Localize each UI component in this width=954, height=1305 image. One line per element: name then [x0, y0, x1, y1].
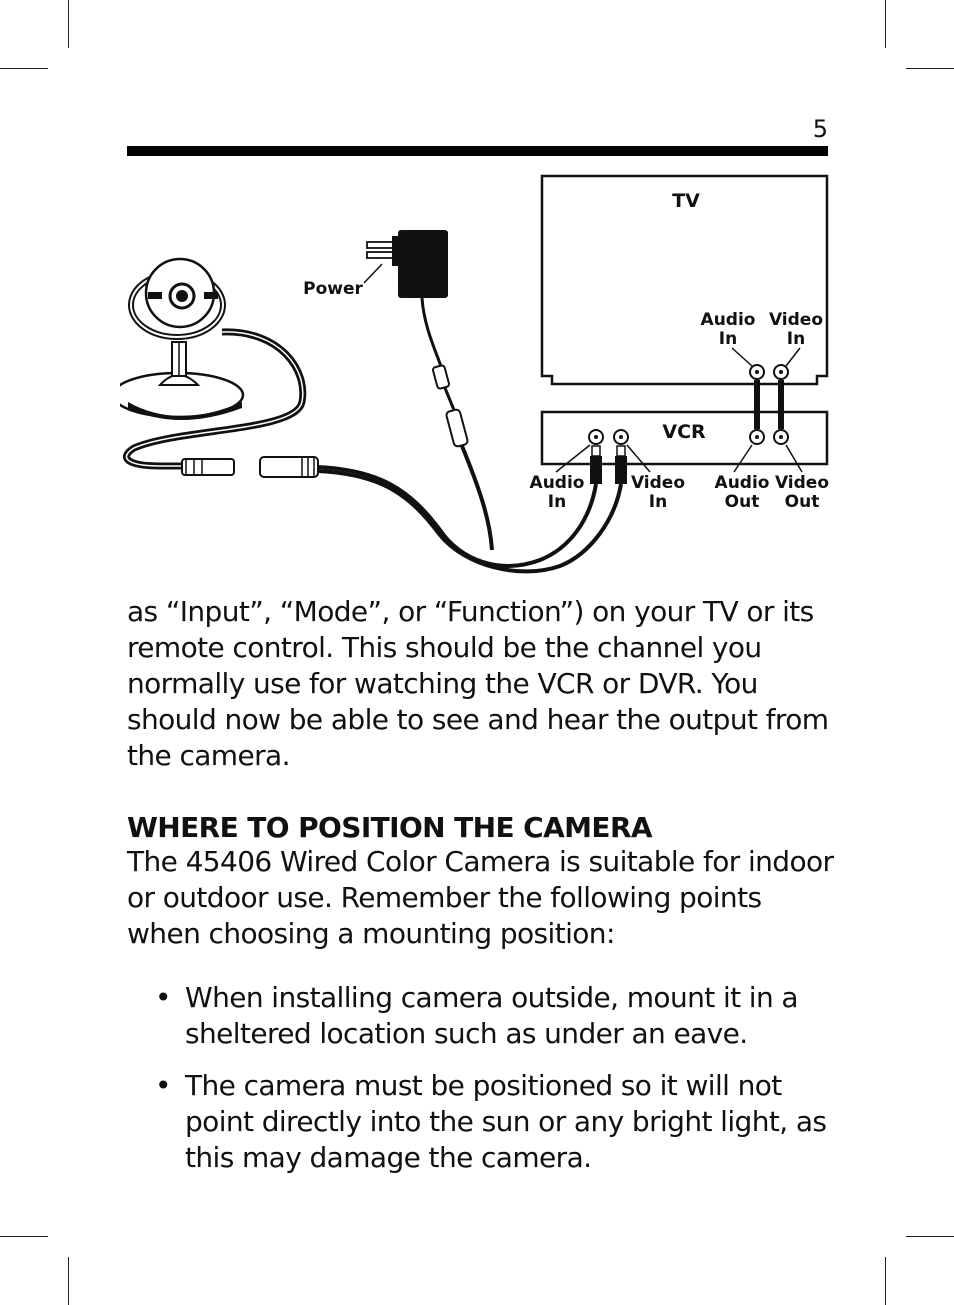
crop-mark [906, 1236, 954, 1237]
bullet-symbol: • [155, 981, 171, 1014]
vcr-unit [542, 412, 827, 464]
header-rule [127, 146, 828, 156]
vcr-video-out-label-line2: Out [784, 492, 820, 512]
vcr-audio-in-label-line1: Audio [529, 473, 585, 493]
section-paragraph: The 45406 Wired Color Camera is suitable for indoor or outdoor use. Remember the following points when choosing a mounting position: [127, 845, 834, 950]
crop-mark [68, 0, 69, 48]
crop-mark [68, 1257, 69, 1305]
bullet-list [127, 980, 827, 1192]
tv-video-in-label-line1: Video [768, 310, 824, 330]
crop-mark [885, 1257, 886, 1305]
tv-video-in-label-line2: In [786, 329, 806, 349]
bullet-symbol: • [155, 1069, 171, 1102]
tv-audio-in-label-line2: In [718, 329, 738, 349]
vcr-audio-in-label-line2: In [547, 492, 567, 512]
crop-mark [0, 1236, 48, 1237]
bullet-text: The camera must be positioned so it will not point directly into the sun or any bright light, as this may damage the camera. [185, 1069, 827, 1174]
power-label: Power [303, 279, 363, 299]
power-adapter [303, 230, 448, 299]
bullet-text: When installing camera outside, mount it in a sheltered location such as under an eave. [185, 981, 798, 1050]
camera [120, 259, 243, 420]
vcr-audio-out-label-line2: Out [724, 492, 760, 512]
intro-paragraph: as “Input”, “Mode”, or “Function”) on your TV or its remote control. This should be the channel you normally use for watching the VCR or DVR. You should now be able to see and hear the output from the camera. [127, 595, 829, 772]
vcr-label: VCR [662, 421, 706, 443]
section-heading: WHERE TO POSITION THE CAMERA [127, 811, 652, 844]
tv-audio-in-label-line1: Audio [700, 310, 756, 330]
crop-mark [885, 0, 886, 48]
vcr-video-in-label-line1: Video [630, 473, 686, 493]
vcr-audio-out-label-line1: Audio [714, 473, 770, 493]
vcr-video-in-label-line2: In [648, 492, 668, 512]
crop-mark [906, 68, 954, 69]
connection-diagram [120, 170, 840, 590]
tv-unit [542, 176, 827, 384]
page-number: 5 [812, 115, 828, 143]
tv-label: TV [672, 190, 700, 212]
vcr-video-out-label-line1: Video [774, 473, 830, 493]
list-item [127, 980, 827, 1052]
list-item [127, 1068, 827, 1176]
crop-mark [0, 68, 48, 69]
